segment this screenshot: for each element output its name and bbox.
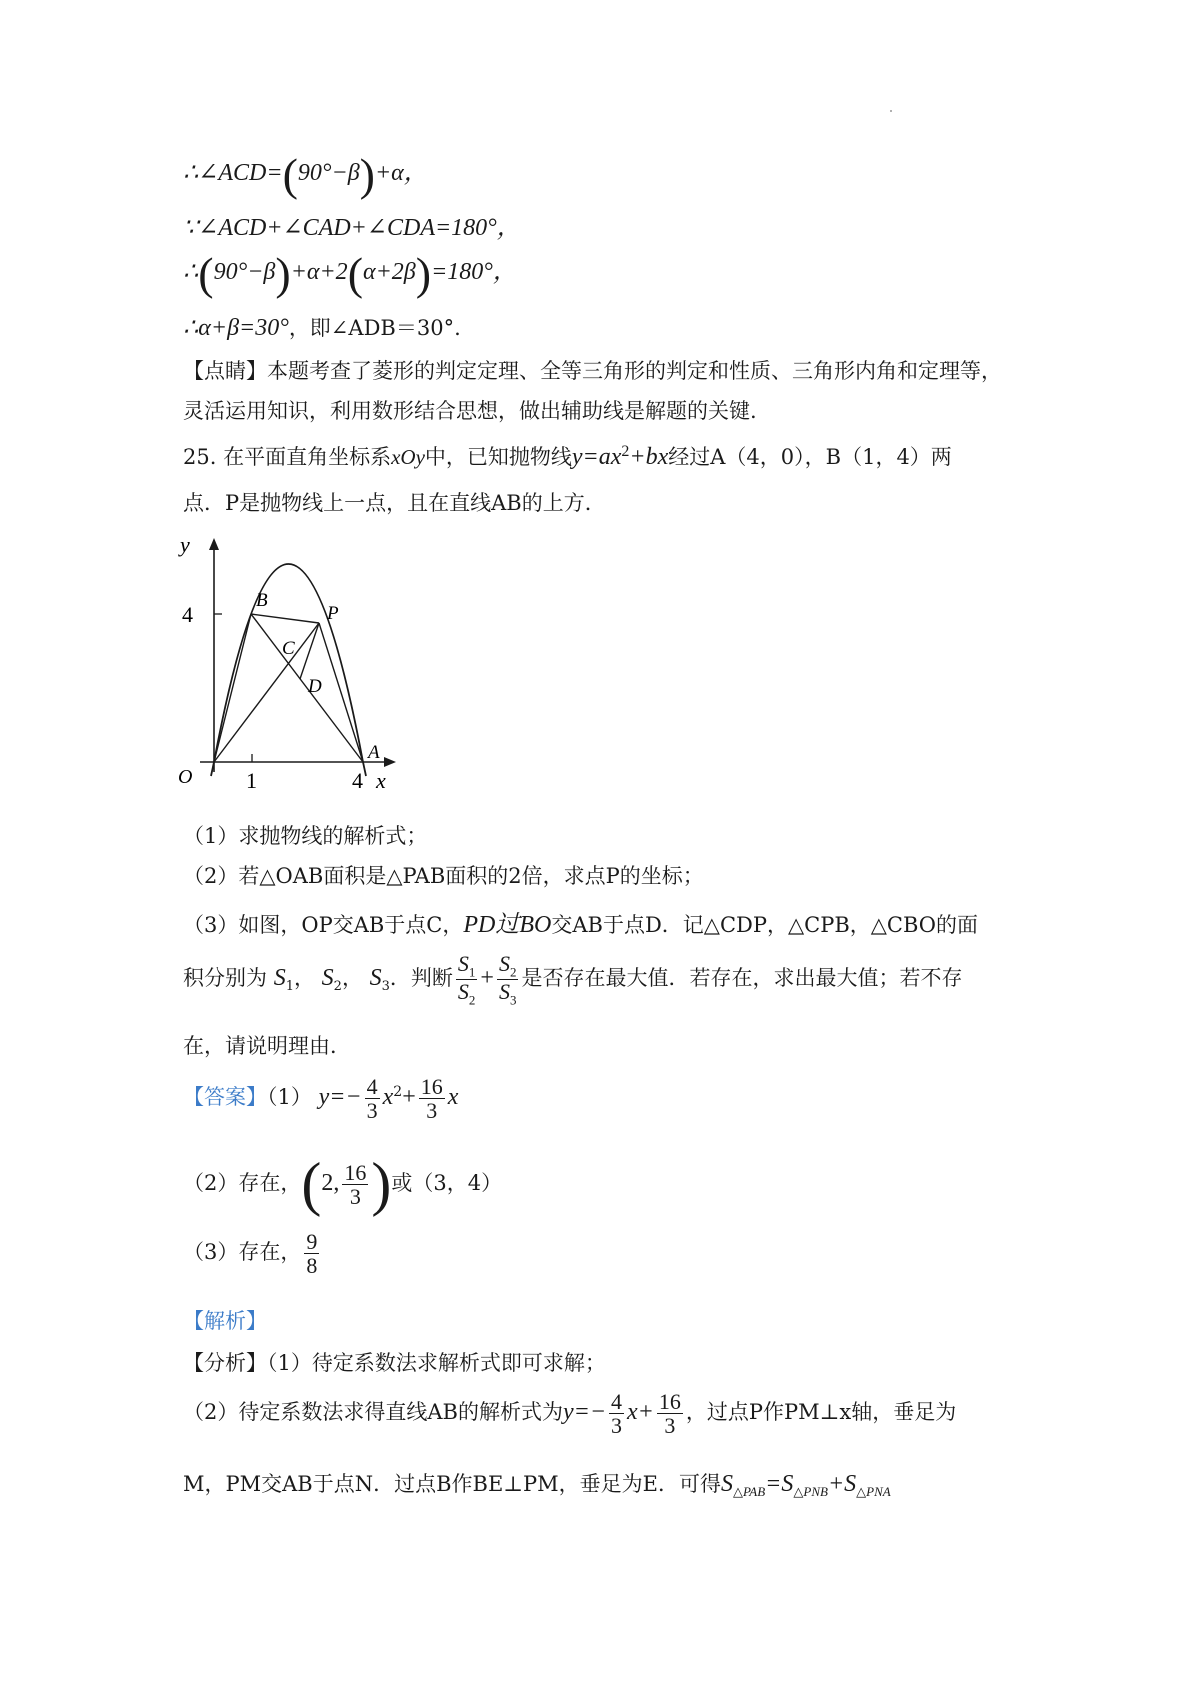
math-sub: △PNB [793,1484,828,1500]
math-text: =180°， [431,259,517,285]
analysis-line-3 [183,1468,891,1500]
analysis-text: M，PM交AB于点N．过点B作BE⊥PM，垂足为E．可得 [183,1472,722,1496]
solution-line-2 [183,207,521,242]
math-sub: 2 [509,964,517,980]
label-O: O [178,766,193,788]
dianjing-text: 本题考查了菱形的判定定理、全等三角形的判定和性质、三角形内角和定理等， [267,359,1002,383]
math-text: 90°−β [297,160,360,186]
fraction-4-3: $\frac{4}{3}$ [611,1389,623,1439]
math-text: +bx [629,444,669,470]
paren: ) [359,149,375,200]
paren: ) [275,248,291,299]
math-text: S [457,951,469,976]
label-one: 1 [246,768,257,793]
math-text: ∴α+β=30° [183,315,289,341]
math-sub: △PAB [733,1484,766,1500]
math-sub: 1 [468,964,476,980]
question-text: 是否存在最大值．若存在，求出最大值；若不存 [521,966,963,991]
x-axis-arrow [384,757,396,767]
answer-1 [183,1075,458,1122]
math-text: +α+2 [290,259,348,285]
problem-statement-line-1 [183,441,952,471]
dianjing-text: 灵活运用知识，利用数形结合思想，做出辅助线是解题的关键. [183,399,757,423]
fraction-s2-s3 [497,952,519,1007]
math-text: S [273,965,286,992]
line-text: ，即∠ADB＝30°. [288,316,461,340]
math-text: S [498,951,510,976]
question-text: 交AB于点D．记△CDP，△CPB，△CBO的面 [551,913,979,937]
label-four-x: 4 [352,768,363,793]
math-text: PD过BO [463,912,552,938]
solution-line-4 [183,312,461,342]
question-3-line-2: 积分别为 $S_1$， $S_2$， $S_3$．判断 $\frac{S_1}{S_2}$ + $\frac{S_2}{S_3}$ 是否存在最大值．若存在，求出最大值；若不存 [183,951,963,1008]
math-text: S [369,965,382,992]
question-text: 在，请说明理由． [183,1034,351,1058]
scan-dot [890,110,892,112]
fraction-16-3: $\frac{16}{3}$ [658,1389,681,1439]
math-text: S [498,979,510,1005]
math-text: =S [765,1471,794,1497]
dianjing-line-2 [183,395,757,425]
problem-text: 在平面直角坐标系 [223,445,392,469]
math-text: y=− [562,1399,607,1426]
math-text: +α， [374,160,428,186]
math-sub: 3 [381,979,390,995]
analysis-line-2 [183,1390,956,1437]
analysis-tag: 【解析】 [183,1309,267,1333]
problem-text: B（1，4）两 [825,445,952,469]
answer-2 [183,1150,502,1219]
label-four-y: 4 [182,602,193,627]
math-text: xOy [391,445,425,469]
segment-OB [214,614,251,762]
question-text: 积分别为 [183,966,267,991]
math-sub: 2 [468,992,476,1008]
math-sup: 2 [393,1084,403,1101]
question-text: （1）求抛物线的解析式； [183,824,428,848]
math-sub: 1 [285,979,294,995]
paren: ) [415,248,432,299]
question-text: （3）如图，OP交AB于点C， [183,913,464,937]
math-sub: 3 [509,992,517,1008]
solution-line-1 [183,148,428,201]
fraction-4-3: $\frac{4}{3}$ [366,1074,378,1124]
parabola-figure [170,530,410,800]
fraction-16-3: $\frac{16}{3}$ [420,1074,443,1124]
label-A: A [368,742,380,763]
label-B: B [256,590,268,611]
label-C: C [282,638,295,659]
math-text: x [447,1084,459,1111]
segment-BP [251,614,319,623]
math-text: 2, [321,1170,340,1196]
label-y: y [180,532,190,557]
dianjing-line-1 [183,355,1002,385]
fraction-9-8: $\frac{9}{8}$ [306,1229,318,1279]
answer-text: （1） [267,1085,312,1110]
problem-text: 经过 [668,445,711,469]
analysis-tag-line [183,1305,267,1335]
analysis-line-1 [183,1347,606,1377]
paren: ( [282,149,298,200]
dianjing-tag: 【点睛】 [183,359,267,383]
math-text: α+2β [363,259,416,285]
question-2 [183,860,704,890]
question-text: ．判断 [389,966,453,991]
question-3-line-1 [183,904,978,939]
segment-OP [214,623,319,762]
math-sub: 2 [333,979,342,995]
math-sup: 2 [621,443,630,460]
math-sub: △PNA [856,1484,891,1500]
math-text: S [321,965,334,992]
answer-3 [183,1230,322,1277]
analysis-text: （1）待定系数法求解析式即可求解； [267,1351,606,1375]
label-x: x [376,768,386,793]
math-text: x+ [627,1399,654,1426]
problem-statement-line-2 [183,487,606,517]
math-text: + [402,1084,416,1111]
problem-text: A（4，0）， [710,445,826,469]
math-text: ∵∠ACD+∠CAD+∠CDA=180°， [183,215,521,241]
problem-number: 25. [183,445,217,469]
label-P: P [327,603,339,624]
solution-line-3 [183,247,517,300]
analysis-text: ，过点P作PM⊥x轴，垂足为 [685,1400,957,1425]
label-D: D [308,676,322,697]
fraction-s1-s2 [456,952,478,1007]
answer-tag: 【答案】 [183,1085,267,1110]
math-text: y=ax [571,444,622,470]
problem-text: P是抛物线上一点，且在直线AB的上方． [225,491,606,515]
problem-text: 点． [183,491,225,515]
math-text: 90°−β [213,259,276,285]
answer-text: （2）存在， [183,1171,302,1195]
question-3-line-3 [183,1030,351,1060]
answer-text: 或（3，4） [391,1171,503,1195]
math-text: y=− [318,1084,362,1111]
math-text: +S [827,1471,857,1497]
math-text: S [457,979,469,1005]
paren: ( [198,248,214,299]
analysis-text: （2）待定系数法求得直线AB的解析式为 [183,1400,563,1425]
math-text: ∴∠ACD= [183,160,283,186]
segment-BA [251,614,363,762]
problem-text: 中，已知抛物线 [424,445,572,469]
question-text: （2）若△OAB面积是△PAB面积的2倍，求点P的坐标； [183,864,704,888]
paren: ) [371,1151,392,1217]
math-text: x [382,1084,394,1111]
segment-PD [300,623,319,679]
fenxi-tag: 【分析】 [183,1351,267,1375]
fraction-16-3: $\frac{16}{3}$ [344,1159,367,1209]
math-text: S [721,1471,734,1497]
question-1 [183,820,427,850]
parabola-curve-extend [363,762,366,776]
math-text: ∴ [183,259,199,285]
y-axis-arrow [209,538,219,550]
paren: ( [301,1151,322,1217]
paren: ( [347,248,364,299]
segment-PA [319,623,363,762]
answer-text: （3）存在， [183,1240,302,1265]
